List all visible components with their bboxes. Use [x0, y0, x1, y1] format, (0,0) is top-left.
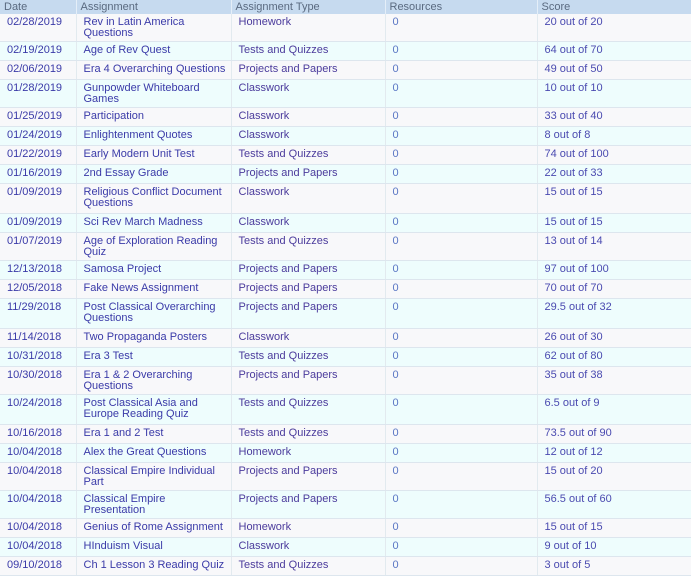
assignment-type-cell: Tests and Quizzes	[231, 557, 385, 576]
assignment-link[interactable]: Age of Rev Quest	[76, 42, 231, 61]
resources-cell: 0	[385, 538, 537, 557]
assignment-type-cell: Tests and Quizzes	[231, 42, 385, 61]
table-header-row	[0, 0, 691, 14]
assignment-link[interactable]: Ch 1 Lesson 3 Reading Quiz	[76, 557, 231, 576]
table-row[interactable]	[0, 108, 691, 127]
assignment-link[interactable]: Post Classical Asia and Europe Reading Quiz	[76, 395, 231, 425]
assignment-type-cell: Classwork	[231, 184, 385, 214]
assignment-type-cell: Projects and Papers	[231, 261, 385, 280]
assignment-type-cell: Projects and Papers	[231, 165, 385, 184]
score-cell: 15 out of 15	[537, 184, 691, 214]
resources-cell: 0	[385, 80, 537, 108]
assignment-type-cell: Classwork	[231, 80, 385, 108]
date-cell: 10/16/2018	[0, 425, 76, 444]
resources-cell: 0	[385, 42, 537, 61]
assignment-type-cell: Tests and Quizzes	[231, 348, 385, 367]
date-cell: 10/24/2018	[0, 395, 76, 425]
resources-cell: 0	[385, 280, 537, 299]
header-resources[interactable]: Resources	[385, 0, 537, 14]
resources-cell: 0	[385, 463, 537, 491]
assignment-type-cell: Tests and Quizzes	[231, 146, 385, 165]
score-cell: 64 out of 70	[537, 42, 691, 61]
score-cell: 3 out of 5	[537, 557, 691, 576]
table-row[interactable]	[0, 165, 691, 184]
score-cell: 8 out of 8	[537, 127, 691, 146]
score-cell: 35 out of 38	[537, 367, 691, 395]
date-cell: 01/09/2019	[0, 214, 76, 233]
assignment-link[interactable]: Era 4 Overarching Questions	[76, 61, 231, 80]
table-row[interactable]	[0, 348, 691, 367]
table-row[interactable]	[0, 444, 691, 463]
table-row[interactable]	[0, 425, 691, 444]
table-row[interactable]	[0, 184, 691, 214]
score-cell: 74 out of 100	[537, 146, 691, 165]
assignment-link[interactable]: Genius of Rome Assignment	[76, 519, 231, 538]
score-cell: 29.5 out of 32	[537, 299, 691, 329]
date-cell: 11/14/2018	[0, 329, 76, 348]
assignment-link[interactable]: Era 1 and 2 Test	[76, 425, 231, 444]
assignment-link[interactable]: Post Classical Overarching Questions	[76, 299, 231, 329]
assignment-type-cell: Classwork	[231, 329, 385, 348]
score-cell: 15 out of 20	[537, 463, 691, 491]
date-cell: 01/22/2019	[0, 146, 76, 165]
table-row[interactable]	[0, 14, 691, 42]
assignment-type-cell: Projects and Papers	[231, 463, 385, 491]
assignment-type-cell: Tests and Quizzes	[231, 233, 385, 261]
assignment-link[interactable]: Classical Empire Presentation	[76, 491, 231, 519]
resources-cell: 0	[385, 491, 537, 519]
assignment-type-cell: Tests and Quizzes	[231, 425, 385, 444]
resources-cell: 0	[385, 127, 537, 146]
date-cell: 09/10/2018	[0, 557, 76, 576]
table-row[interactable]	[0, 519, 691, 538]
resources-cell: 0	[385, 261, 537, 280]
header-date[interactable]: Date	[0, 0, 76, 14]
assignment-type-cell: Classwork	[231, 127, 385, 146]
score-cell: 26 out of 30	[537, 329, 691, 348]
table-row[interactable]	[0, 61, 691, 80]
table-row[interactable]	[0, 80, 691, 108]
score-cell: 49 out of 50	[537, 61, 691, 80]
assignment-link[interactable]: Era 1 & 2 Overarching Questions	[76, 367, 231, 395]
resources-cell: 0	[385, 444, 537, 463]
score-cell: 20 out of 20	[537, 14, 691, 42]
date-cell: 01/24/2019	[0, 127, 76, 146]
score-cell: 56.5 out of 60	[537, 491, 691, 519]
date-cell: 10/04/2018	[0, 538, 76, 557]
score-cell: 10 out of 10	[537, 80, 691, 108]
resources-cell: 0	[385, 329, 537, 348]
assignment-link[interactable]: 2nd Essay Grade	[76, 165, 231, 184]
score-cell: 97 out of 100	[537, 261, 691, 280]
assignment-type-cell: Homework	[231, 14, 385, 42]
assignment-link[interactable]: Sci Rev March Madness	[76, 214, 231, 233]
resources-cell: 0	[385, 165, 537, 184]
date-cell: 01/25/2019	[0, 108, 76, 127]
score-cell: 22 out of 33	[537, 165, 691, 184]
date-cell: 10/04/2018	[0, 519, 76, 538]
assignment-link[interactable]: Age of Exploration Reading Quiz	[76, 233, 231, 261]
assignment-type-cell: Projects and Papers	[231, 61, 385, 80]
assignment-type-cell: Classwork	[231, 538, 385, 557]
assignment-type-cell: Classwork	[231, 214, 385, 233]
assignment-type-cell: Tests and Quizzes	[231, 395, 385, 425]
assignment-type-cell: Classwork	[231, 108, 385, 127]
date-cell: 10/04/2018	[0, 491, 76, 519]
score-cell: 13 out of 14	[537, 233, 691, 261]
resources-cell: 0	[385, 395, 537, 425]
score-cell: 12 out of 12	[537, 444, 691, 463]
table-row[interactable]	[0, 214, 691, 233]
resources-cell: 0	[385, 146, 537, 165]
date-cell: 12/05/2018	[0, 280, 76, 299]
score-cell: 70 out of 70	[537, 280, 691, 299]
assignment-link[interactable]: Religious Conflict Document Questions	[76, 184, 231, 214]
table-row[interactable]	[0, 557, 691, 576]
assignment-link[interactable]: Two Propaganda Posters	[76, 329, 231, 348]
date-cell: 02/28/2019	[0, 14, 76, 42]
resources-cell: 0	[385, 14, 537, 42]
resources-cell: 0	[385, 214, 537, 233]
assignment-link[interactable]: Fake News Assignment	[76, 280, 231, 299]
table-row[interactable]	[0, 233, 691, 261]
assignment-link[interactable]: Era 3 Test	[76, 348, 231, 367]
table-row[interactable]	[0, 367, 691, 395]
score-cell: 15 out of 15	[537, 519, 691, 538]
date-cell: 12/13/2018	[0, 261, 76, 280]
resources-cell: 0	[385, 108, 537, 127]
table-row[interactable]	[0, 280, 691, 299]
resources-cell: 0	[385, 367, 537, 395]
resources-cell: 0	[385, 425, 537, 444]
assignment-link[interactable]: Alex the Great Questions	[76, 444, 231, 463]
table-row[interactable]	[0, 329, 691, 348]
assignment-link[interactable]: Samosa Project	[76, 261, 231, 280]
assignment-link[interactable]: Enlightenment Quotes	[76, 127, 231, 146]
date-cell: 02/19/2019	[0, 42, 76, 61]
date-cell: 11/29/2018	[0, 299, 76, 329]
date-cell: 10/30/2018	[0, 367, 76, 395]
date-cell: 01/16/2019	[0, 165, 76, 184]
date-cell: 01/07/2019	[0, 233, 76, 261]
resources-cell: 0	[385, 519, 537, 538]
resources-cell: 0	[385, 184, 537, 214]
score-cell: 15 out of 15	[537, 214, 691, 233]
resources-cell: 0	[385, 61, 537, 80]
assignment-link[interactable]: Early Modern Unit Test	[76, 146, 231, 165]
assignment-link[interactable]: Classical Empire Individual Part	[76, 463, 231, 491]
assignment-link[interactable]: Rev in Latin America Questions	[76, 14, 231, 42]
header-score[interactable]: Score	[537, 0, 691, 14]
resources-cell: 0	[385, 348, 537, 367]
score-cell: 9 out of 10	[537, 538, 691, 557]
assignment-type-cell: Projects and Papers	[231, 280, 385, 299]
assignment-link[interactable]: HInduism Visual	[76, 538, 231, 557]
table-row[interactable]	[0, 491, 691, 519]
date-cell: 01/09/2019	[0, 184, 76, 214]
table-row[interactable]	[0, 127, 691, 146]
date-cell: 10/04/2018	[0, 444, 76, 463]
table-row[interactable]	[0, 463, 691, 491]
table-row[interactable]	[0, 395, 691, 425]
resources-cell: 0	[385, 299, 537, 329]
assignment-type-cell: Projects and Papers	[231, 367, 385, 395]
score-cell: 6.5 out of 9	[537, 395, 691, 425]
resources-cell: 0	[385, 233, 537, 261]
table-row[interactable]	[0, 538, 691, 557]
date-cell: 10/31/2018	[0, 348, 76, 367]
assignment-type-cell: Homework	[231, 519, 385, 538]
table-row[interactable]	[0, 261, 691, 280]
table-row[interactable]	[0, 299, 691, 329]
assignment-type-cell: Projects and Papers	[231, 491, 385, 519]
assignment-link[interactable]: Participation	[76, 108, 231, 127]
date-cell: 02/06/2019	[0, 61, 76, 80]
date-cell: 01/28/2019	[0, 80, 76, 108]
header-assignment-type[interactable]: Assignment Type	[231, 0, 385, 14]
assignment-type-cell: Homework	[231, 444, 385, 463]
score-cell: 62 out of 80	[537, 348, 691, 367]
score-cell: 73.5 out of 90	[537, 425, 691, 444]
assignment-type-cell: Projects and Papers	[231, 299, 385, 329]
table-row[interactable]	[0, 42, 691, 61]
table-row[interactable]	[0, 146, 691, 165]
date-cell: 10/04/2018	[0, 463, 76, 491]
header-assignment[interactable]: Assignment	[76, 0, 231, 14]
assignment-link[interactable]: Gunpowder Whiteboard Games	[76, 80, 231, 108]
score-cell: 33 out of 40	[537, 108, 691, 127]
resources-cell: 0	[385, 557, 537, 576]
